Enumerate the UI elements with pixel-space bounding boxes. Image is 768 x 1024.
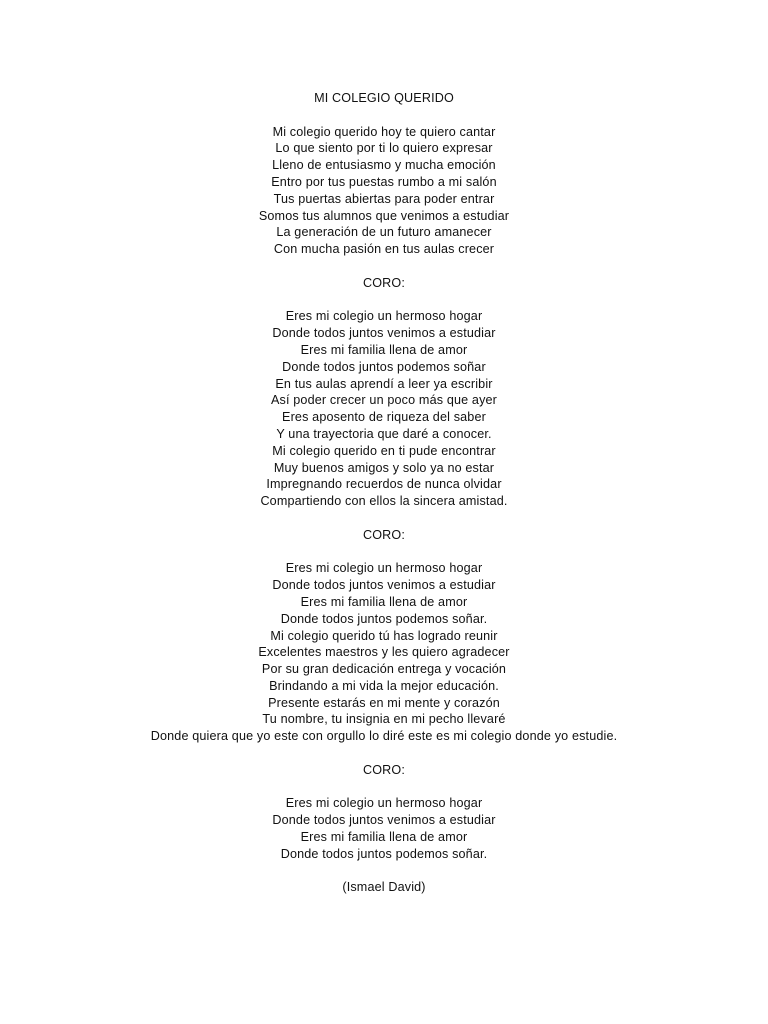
verse-line: Excelentes maestros y les quiero agradecer (258, 645, 510, 660)
poem-title: MI COLEGIO QUERIDO (314, 91, 454, 105)
verse-line: Por su gran dedicación entrega y vocación (261, 662, 507, 677)
poem (0, 90, 768, 896)
verse-line: Tu nombre, tu insignia en mi pecho llevaré (262, 712, 506, 727)
verse-line: Eres mi familia llena de amor (300, 594, 468, 609)
verse-3 (0, 560, 768, 745)
verse-line: Donde todos juntos podemos soñar. (280, 611, 488, 626)
verse-line: En tus aulas aprendí a leer ya escribir (275, 376, 493, 391)
verse-line: Eres mi familia llena de amor (300, 342, 468, 357)
verse-line: Brindando a mi vida la mejor educación. (269, 678, 499, 693)
verse-line: Eres aposento de riqueza del saber (282, 410, 486, 425)
chorus-label: CORO: (362, 762, 406, 777)
verse-line: La generación de un futuro amanecer (276, 225, 492, 240)
verse-line: Así poder crecer un poco más que ayer (270, 393, 498, 408)
verse-line: Lo que siento por ti lo quiero expresar (275, 141, 493, 156)
verse-1 (0, 124, 768, 258)
verse-line: Mi colegio querido en ti pude encontrar (272, 443, 496, 458)
verse-line: Muy buenos amigos y solo ya no estar (273, 460, 495, 475)
chorus-label: CORO: (362, 275, 406, 290)
verse-line: Donde todos juntos venimos a estudiar (272, 578, 496, 593)
chorus-label: CORO: (362, 527, 406, 542)
verse-line: Compartiendo con ellos la sincera amistad. (260, 494, 508, 509)
verse-line: Mi colegio querido hoy te quiero cantar (272, 124, 496, 139)
verse-line: Donde todos juntos podemos soñar. (280, 846, 488, 861)
verse-2 (0, 308, 768, 510)
verse-line: Impregnando recuerdos de nunca olvidar (266, 477, 502, 492)
verse-line: Eres mi colegio un hermoso hogar (285, 796, 483, 811)
verse-line: Donde todos juntos podemos soñar (282, 359, 486, 374)
verse-line: Presente estarás en mi mente y corazón (268, 695, 500, 710)
verse-line: Mi colegio querido tú has logrado reunir (270, 628, 498, 643)
verse-line: Tus puertas abiertas para poder entrar (273, 191, 495, 206)
verse-line: Lleno de entusiasmo y mucha emoción (272, 158, 496, 173)
verse-line: Y una trayectoria que daré a conocer. (276, 426, 492, 441)
verse-line: Eres mi colegio un hermoso hogar (285, 561, 483, 576)
verse-line: Con mucha pasión en tus aulas crecer (273, 242, 495, 257)
verse-line: Donde quiera que yo este con orgullo lo diré este es mi colegio donde yo estudie. (150, 729, 618, 744)
verse-line: Eres mi familia llena de amor (300, 830, 468, 845)
verse-4 (0, 795, 768, 862)
verse-line: Somos tus alumnos que venimos a estudiar (258, 208, 510, 223)
verse-line: Eres mi colegio un hermoso hogar (285, 309, 483, 324)
verse-line: Entro por tus puestas rumbo a mi salón (271, 174, 497, 189)
verse-line: Donde todos juntos venimos a estudiar (272, 326, 496, 341)
verse-line: Donde todos juntos venimos a estudiar (272, 813, 496, 828)
poem-author: (Ismael David) (342, 880, 426, 895)
